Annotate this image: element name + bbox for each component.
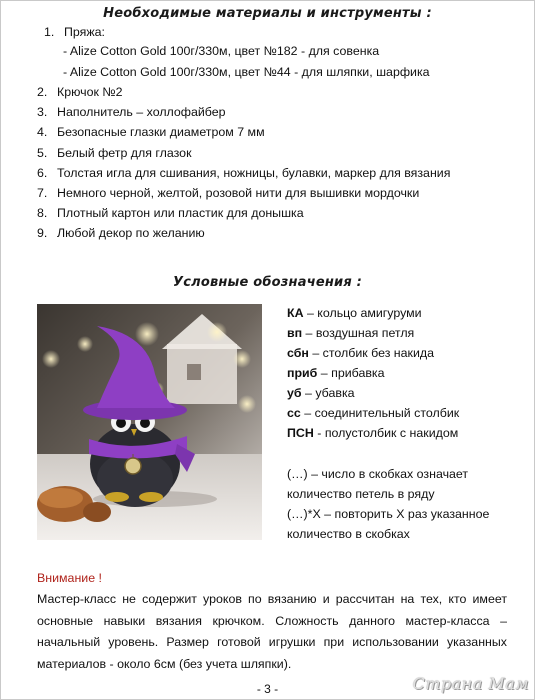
yarn-line: - Alize Cotton Gold 100г/330м, цвет №44 - для шляпки, шарфика xyxy=(63,65,430,79)
legend-desc: - полустолбик с накидом xyxy=(313,426,459,440)
page-number: - 3 - xyxy=(256,682,279,696)
list-number: 5. xyxy=(37,146,48,160)
legend-desc: – убавка xyxy=(301,386,355,400)
legend-heading: Условные обозначения : xyxy=(172,275,363,290)
list-number: 3. xyxy=(37,105,48,119)
list-text: Крючок №2 xyxy=(57,85,123,99)
list-text: Немного черной, желтой, розовой нити для вышивки мордочки xyxy=(57,186,420,200)
legend-abbr: сс xyxy=(287,406,301,420)
legend-item xyxy=(287,425,458,441)
list-item xyxy=(37,225,205,241)
legend-abbr: вп xyxy=(287,326,303,340)
watermark-logo: Страна Мам xyxy=(412,674,529,693)
list-number: 2. xyxy=(37,85,48,99)
note-line: (…)*Х – повторить Х раз указанное xyxy=(287,507,490,521)
list-item xyxy=(37,124,265,140)
yarn-line: - Alize Cotton Gold 100г/330м, цвет №182 - для совенка xyxy=(63,44,380,58)
list-number: 6. xyxy=(37,166,48,180)
list-text: Любой декор по желанию xyxy=(57,226,205,240)
list-item xyxy=(37,165,450,181)
materials-heading: Необходимые материалы и инструменты : xyxy=(103,6,432,21)
list-text: Белый фетр для глазок xyxy=(57,146,192,160)
legend-desc: – кольцо амигуруми xyxy=(303,306,422,320)
legend-desc: – столбик без накида xyxy=(308,346,435,360)
list-number: 8. xyxy=(37,206,48,220)
list-item xyxy=(37,185,419,201)
legend-desc: – воздушная петля xyxy=(302,326,415,340)
list-number: 4. xyxy=(37,125,48,139)
list-text: Наполнитель – холлофайбер xyxy=(57,105,226,119)
list-text: Толстая игла для сшивания, ножницы, булавки, маркер для вязания xyxy=(57,166,451,180)
legend-item xyxy=(287,345,434,361)
list-item xyxy=(37,145,192,161)
note-line: (…) – число в скобках означает xyxy=(287,467,469,481)
list-number: 1. xyxy=(44,25,55,39)
note-line: количество в скобках xyxy=(287,527,410,541)
legend-item xyxy=(287,405,459,421)
list-item xyxy=(37,84,123,100)
list-item xyxy=(37,104,226,120)
list-text: Плотный картон или пластик для донышка xyxy=(57,206,304,220)
legend-abbr: сбн xyxy=(287,346,309,360)
legend-item xyxy=(287,385,355,401)
legend-item xyxy=(287,325,414,341)
legend-item xyxy=(287,365,385,381)
legend-abbr: приб xyxy=(287,366,318,380)
list-number: 7. xyxy=(37,186,48,200)
legend-item xyxy=(287,305,422,321)
list-item xyxy=(44,24,105,40)
list-text: Безопасные глазки диаметром 7 мм xyxy=(57,125,265,139)
list-number: 9. xyxy=(37,226,48,240)
attention-text: Мастер-класс не содержит уроков по вязанию и рассчитан на тех, кто имеет основные навыки вязания крючком. Сложность данного мастер-класса – начальный уровень. Размер готовой игрушки при использовании указанных материалов - около 6см (без учета шляпки). xyxy=(37,592,507,671)
legend-desc: – соединительный столбик xyxy=(300,406,460,420)
legend-abbr: уб xyxy=(287,386,302,400)
legend-abbr: ПСН xyxy=(287,426,314,440)
note-line: количество петель в ряду xyxy=(287,487,435,501)
list-item xyxy=(37,205,304,221)
owl-photo xyxy=(37,304,262,540)
attention-title: Внимание ! xyxy=(37,571,102,585)
list-text: Пряжа: xyxy=(64,25,105,39)
legend-desc: – прибавка xyxy=(317,366,385,380)
legend-abbr: КА xyxy=(287,306,304,320)
